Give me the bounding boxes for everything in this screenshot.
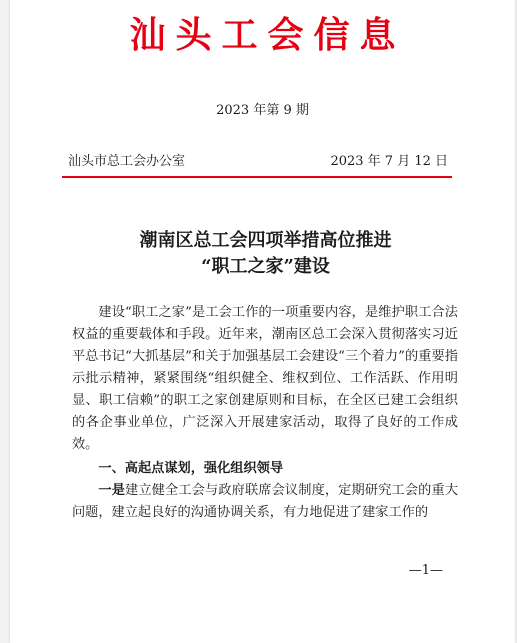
article-body xyxy=(72,302,458,524)
issuer-name: 汕头市总工会办公室 xyxy=(68,154,186,169)
article-title-line-1: 潮南区总工会四项举措高位推进 xyxy=(139,230,392,251)
article-title xyxy=(10,228,515,280)
issue-number: 2023 年第 9 期 xyxy=(216,103,309,118)
article-title-line-2: “职工之家”建设 xyxy=(201,256,330,277)
point-lead: 一是 xyxy=(98,483,126,498)
document-page xyxy=(10,0,515,643)
page-number: —1— xyxy=(408,563,443,578)
point-text: 建立健全工会与政府联席会议制度，定期研究工会的重大问题，建立起良好的沟通协调关系，有力地促进了建家工作的 xyxy=(72,483,459,520)
paragraph-intro: 建设“职工之家”是工会工作的一项重要内容，是维护职工合法权益的重要载体和手段。近年来，潮南区总工会深入贯彻落实习近平总书记“大抓基层”和关于加强基层工会建设“三个着力”的重要指示批示精神，紧紧围绕“组织健全、维权到位、工作活跃、作用明显、职工信赖”的职工之家创建原则和目标，在全区已建工会组织的各企事业单位，广泛深入开展建家活动，取得了良好的工作成效。 xyxy=(72,305,458,452)
masthead-title: 汕头工会信息 xyxy=(129,15,406,56)
issue-date: 2023 年 7 月 12 日 xyxy=(330,154,448,169)
section-heading-1: 一、高起点谋划，强化组织领导 xyxy=(98,461,284,476)
paragraph-point-1 xyxy=(72,480,458,524)
red-divider xyxy=(62,176,452,178)
